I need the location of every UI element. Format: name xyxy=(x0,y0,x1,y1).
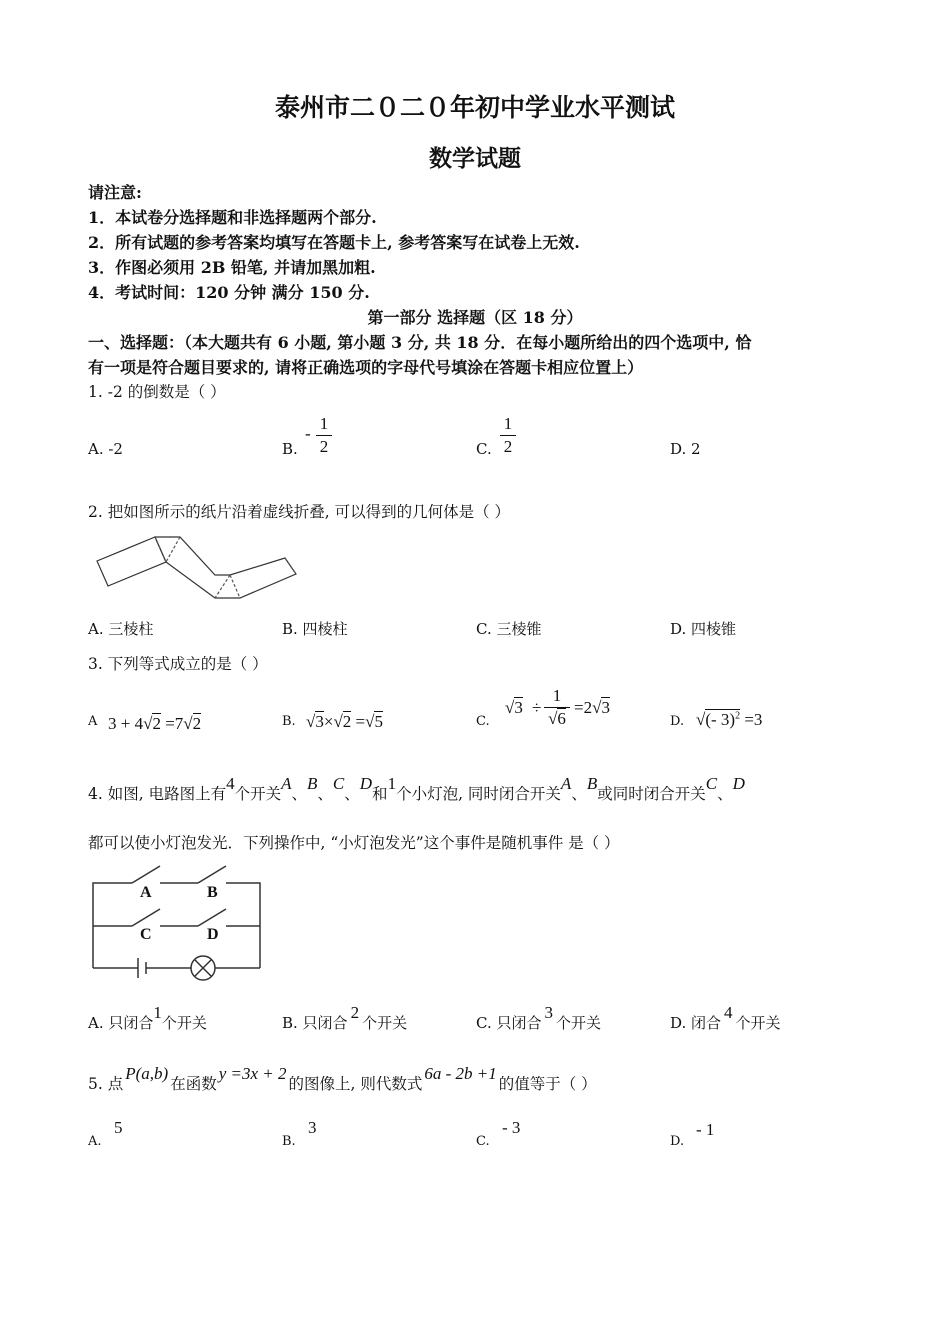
sqrt: √2 xyxy=(183,714,202,733)
notice-item: 2．所有试题的参考答案均填写在答题卡上, 参考答案写在试卷上无效. xyxy=(88,233,580,252)
option-c-label: C. xyxy=(476,714,490,729)
notice-item: 4．考试时间：120 分钟 满分 150 分. xyxy=(88,283,370,302)
sqrt: √3 xyxy=(306,712,324,731)
question-stem-line2: 都可以使小灯泡发光．下列操作中, “小灯泡发光”这个事件是随机事件 是（ ） xyxy=(88,834,620,852)
question-stem: 2. 把如图所示的纸片沿着虚线折叠, 可以得到的几何体是（ ） xyxy=(88,503,510,521)
option-c-value: - 3 xyxy=(502,1118,521,1137)
sqrt: √(- 3)$^2$ xyxy=(696,710,741,729)
equals: =2 xyxy=(574,698,593,717)
option-c-divide: ÷ xyxy=(532,698,542,717)
exam-subtitle: 数学试题 xyxy=(429,146,521,172)
option-c: C. 只闭合3个开关 xyxy=(476,1003,601,1032)
option-a: A. -2 xyxy=(88,440,123,458)
equals: = xyxy=(351,712,366,731)
equals: =3 xyxy=(740,710,763,729)
option-c-label: C. xyxy=(476,1134,490,1149)
question-stem: 1. -2 的倒数是（ ） xyxy=(88,383,226,401)
option-a: A. 只闭合1个开关 xyxy=(88,1003,207,1032)
section-instruction: 有一项是符合题目要求的, 请将正确选项的字母代号填涂在答题卡相应位置上） xyxy=(88,358,644,377)
term: 3 + 4 xyxy=(108,714,144,733)
question-stem: 5. 点P(a,b)在函数y =3x + 2的图像上, 则代数式6a - 2b +1的值等于（ ） xyxy=(88,1064,597,1093)
option-a-label: A. xyxy=(88,1134,102,1149)
option-b-label: B. xyxy=(282,440,298,458)
sqrt: √3 xyxy=(592,698,610,717)
option-d: D. 2 xyxy=(670,440,701,458)
option-b-label: B. xyxy=(282,1134,296,1149)
sqrt: √5 xyxy=(365,712,383,731)
option-d: D. 四棱锥 xyxy=(670,620,737,638)
option-b: B. 四棱柱 xyxy=(282,620,348,638)
sqrt: √2 xyxy=(143,714,161,733)
question-stem: 3. 下列等式成立的是（ ） xyxy=(88,655,268,673)
option-b-label: B. xyxy=(282,714,296,729)
switch-label-c: C xyxy=(140,926,152,943)
equals: =7 xyxy=(160,714,184,733)
part-heading: 第一部分 选择题（区 18 分） xyxy=(367,308,583,327)
fraction-denominator: 2 xyxy=(503,437,513,456)
sqrt: √2 xyxy=(333,712,352,731)
times: × xyxy=(323,712,334,731)
option-d-label: D. xyxy=(670,1134,685,1149)
switch-label-d: D xyxy=(207,926,219,943)
section-instruction: 一、选择题：（本大题共有 6 小题, 第小题 3 分, 共 18 分．在每小题所给出的四个选项中, 恰 xyxy=(88,333,752,352)
option-b-sign: - xyxy=(305,424,311,443)
option-a-label: A xyxy=(88,714,98,729)
option-d-label: D. xyxy=(670,714,685,729)
exam-title: 泰州市二０二０年初中学业水平测试 xyxy=(274,93,675,122)
option-a-value: 5 xyxy=(114,1118,123,1137)
fraction-numerator: 1 xyxy=(319,414,329,433)
fraction-denominator: 2 xyxy=(319,437,329,456)
switch-label-b: B xyxy=(207,884,218,901)
option-a: A. 三棱柱 xyxy=(88,620,154,638)
notice-item: 1．本试卷分选择题和非选择题两个部分. xyxy=(88,208,377,227)
question-stem-line1: 4. 如图, 电路图上有4个开关A、B、C、D和1个小灯泡, 同时闭合开关A、B或同时闭合开关C、D xyxy=(88,774,745,803)
notice-heading: 请注意: xyxy=(88,183,142,202)
notice-item: 3．作图必须用 2B 铅笔, 并请加黑加粗. xyxy=(88,258,376,277)
option-b-value: 3 xyxy=(308,1118,317,1137)
option-d: D. 闭合4个开关 xyxy=(670,1003,781,1032)
option-d-value: - 1 xyxy=(696,1120,715,1139)
switch-label-a: A xyxy=(140,884,152,901)
fraction-numerator: 1 xyxy=(552,686,562,705)
fraction-numerator: 1 xyxy=(503,414,513,433)
option-c: C. 三棱锥 xyxy=(476,620,542,638)
option-c-label: C. xyxy=(476,440,492,458)
option-c-sqrt1: √3 xyxy=(505,698,523,717)
fraction-denominator: √6 xyxy=(548,709,566,728)
option-b: B. 只闭合2个开关 xyxy=(282,1003,408,1032)
